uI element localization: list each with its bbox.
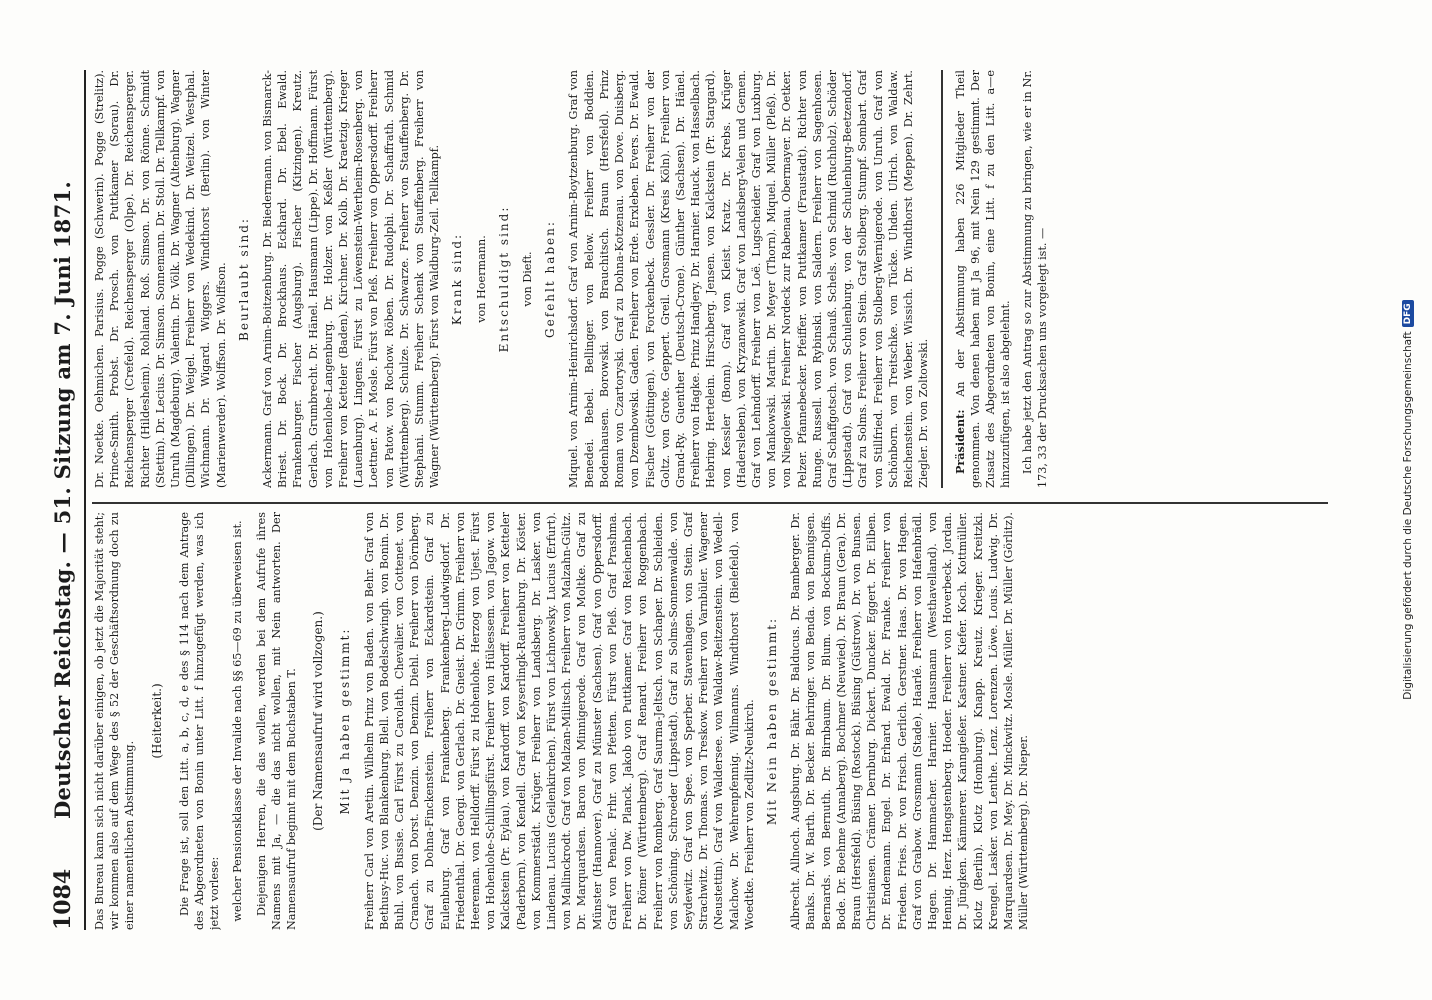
- laughter-note: (Heiterkeit.): [149, 683, 164, 759]
- header-rule: [84, 70, 86, 930]
- page-number: 1084: [50, 868, 76, 930]
- no-heading: Mit Nein haben gestimmt:: [764, 616, 779, 826]
- quoted-clause: welcher Pensionsklasse der Invalide nach §§ 65—69 zu überweisen ist.: [231, 520, 245, 922]
- instruction-paragraph: Diejenigen Herren, die das wollen, werden bei dem Aufrufe ihres Namens mit Ja, — die das nicht wollen, mit Nein antworten. Der Namensaufruf beginnt mit dem Buchstaben T.: [254, 512, 299, 930]
- column-divider: [92, 503, 1328, 505]
- president-paragraph: [953, 70, 1014, 488]
- page-header: [46, 70, 80, 930]
- intro-paragraph: Das Bureau kann sich nicht darüber einigen, ob jetzt die Majorität steht; wir kommen also auf dem Wege des § 52 der Geschäftsordnung doch zu einer namentlichen Abstimmung.: [93, 512, 137, 930]
- president-label: Präsident:: [952, 409, 967, 474]
- page-title: Deutscher Reichstag. — 51. Sitzung am 7. Juni 1871.: [50, 180, 75, 820]
- right-column: [92, 70, 1332, 488]
- absent-heading: Gefehlt haben:: [543, 220, 558, 338]
- names-continued: Dr. Noetke. Oehmichen. Parisius. Pogge (Schwerin). Pogge (Strelitz). Prince-Smith. Probst. Dr. Prosch. von Puttkamer (Sorau). Dr. Reichensperger (Crefeld). Reichensperger (Olpe). Dr. Reichensperger. Richter (Hildesheim). Rohland. Roß. Simson. Dr. von Rönne. Schmidt (Stettin). Dr. Lecius. Dr. Simson. Sonnemann. Dr. Stoll. Dr. Tellkampf. von Unruh (Magdeburg). Valentin. Dr. Völk. Dr. Wagner (Altenburg). Wagner (Dillingen). Dr. Weigel. Freiherr von Wedekind. Dr. Weitzel. Westphal. Wichmann. Dr. Wigard. Wiggers. Windthorst (Berlin). von Winter (Marienwerder). Wolffson. Dr. Wolffson.: [93, 70, 228, 488]
- yes-heading: Mit Ja haben gestimmt:: [338, 627, 353, 815]
- leave-names: Ackermann. Graf von Arnim-Boitzenburg. Dr. Biedermann. von Bismarck-Briest. Dr. Bock. Dr. Brockhaus. Eckhard. Dr. Ebel. Ewald. Frankenburger. Fischer (Augsburg). Fischer (Kitzingen). Kreutz. Gerlach. Grumbrecht. Dr. Hänel. Hausmann (Lippe). Dr. Hoffmann. Fürst von Hohenlohe-Langenburg. Dr. Holzer. von Keßler (Württemberg). Freiherr von Ketteler (Baden). Kirchner. Dr. Kolb. Dr. Kraetzig. Krieger (Lauenburg). Lingens. Fürst zu Löwenstein-Wertheim-Rosenberg. von Loettner. A. F. Mosle. Fürst von Pleß. Freiherr von Oppersdorff. Freiherr von Patow. von Rochow. Röben. Dr. Rudolphi. Dr. Schaffrath. Schmid (Württemberg). Schulze. Dr. Schwarze. Freiherr von Stauffenberg. Dr. Stephani. Stumm. Freiherr Schenk von Stauffenberg. Freiherr von Wagner (Württemberg). Fürst von Waldburg-Zeil. Tellkampf.: [261, 70, 442, 488]
- digitization-text: Digitalisierung gefördert durch die Deutsche Forschungsgemeinschaft: [1402, 331, 1414, 700]
- sick-heading: Krank sind:: [450, 232, 465, 326]
- left-column: [92, 512, 1332, 930]
- dfg-logo-icon: DFG: [1402, 300, 1414, 327]
- excused-names: von Dieft.: [521, 251, 535, 307]
- digitization-note: [1398, 30, 1418, 970]
- question-paragraph: Die Frage ist, soll den Litt. a, b, c, d, e des § 114 nach dem Antrage des Abgeordneten von Bonin unter Litt. f hinzugefügt werden, was ich jetzt vorlese:: [177, 512, 222, 930]
- president-paragraph-2: Ich habe jetzt den Antrag so zur Abstimmung zu bringen, wie er in Nr. 173, 33 der Drucksachen uns vorgelegt ist. —: [1020, 70, 1049, 488]
- yes-names: Freiherr Carl von Aretin. Wilhelm Prinz von Baden. von Behr. Graf von Bethusy-Huc. von Blankenburg. Blell. von Bodelschwingh. von Bonin. Dr. Buhl. von Bussie. Carl Fürst zu Carolath. Chevalier. von Cottenet. von Cranach. von Dorst. Denzin. von Denzin. Diehl. Freiherr von Dörnberg. Graf zu Dohna-Finckenstein. Freiherr von Eckardstein. Graf zu Eulenburg. Graf von Frankenberg. Frankenberg-Ludwigsdorf. Dr. Friedenthal. Dr. Georgi. von Gerlach. Dr. Gneist. Dr. Grimm. Freiherr von Heereman. von Helldorff. Fürst zu Hohenlohe. Herzog von Ujest. Fürst von Hohenlohe-Schillingsfürst. Freiherr von Hülsessem. von Jagow. von Kalckstein (Pr. Eylau). von Kardorff. von Kardorff. Freiherr von Ketteler (Paderborn). von Kendell. Graf von Keyserlingk-Rautenburg. Dr. Köster. von Kommerstädt. Krüger. Freiherr von Landsberg. Dr. Lasker. von Lindenau. Lucius (Geilenkirchen). Fürst von Lichnowsky. Lucius (Erfurt). von Mallinckrodt. Graf von Malzan-Militsch. Freiherr von Malzahn-Gültz. Dr. Marquardsen. Baron von Minnigerode. Graf von Moltke. Graf zu Münster (Hannover). Graf zu Münster (Sachsen). Graf von Oppersdorff. Graf von Penalc. Frhr. von Pfetten. Fürst von Pleß. Graf Prashma. Freiherr von Dw. Planck. Jakob von Puttkamer. Graf von Reichenbach. Dr. Römer (Württemberg). Graf Renard. Freiherr von Roggenbach. Freiherr von Romberg. Graf Saurma-Jeltsch. von Schaper. Dr. Schleiden. von Schöning. Schroeder (Lippstadt). Graf zu Solms-Sonnenwalde. von Seydewitz. Graf von Spee. von Sperber. Stavenhagen. von Stein. Graf Strachwitz. Dr. Thomas. von Treskow. Freiherr von Varnbüler. Wagener (Neustettin). Graf von Waldersee. von Waldaw-Reitzenstein. von Wedell-Malchow. Dr. Wehrenpfennig. Wilmanns. Windthorst (Bielefeld). von Woedtke. Freiherr von Zedlitz-Neukirch.: [362, 512, 756, 930]
- president-text: An der Abstimmung haben 226 Mitglieder Theil genommen. Von denen haben mit Ja 96, mit Nein 129 gestimmt. Der Zusatz des Abgeordneten von Bonin, eine Litt. f zu den Litt. a—e hinzuzufügen, ist also abgelehnt.: [953, 70, 1013, 488]
- no-names: Albrecht. Allnoch. Augsburg. Dr. Bähr. Dr. Balducus. Dr. Bamberger. Dr. Banks. Dr. W. Barth. Dr. Becker. Behringer. von Benda. von Bennigsen. Bernards. von Bernuth. Dr. Birnbaum. Dr. Blum. von Bockum-Dolffs. Bode. Dr. Boehme (Annaberg). Bochmer (Neuwied). Dr. Braun (Gera). Dr. Braun (Hersfeld). Büsing (Rostock). Büsing (Güstrow). Dr. von Bunsen. Christiansen. Crämer. Dernburg. Dickert. Duncker. Eggert. Dr. Eilben. Dr. Endemann. Engel. Dr. Erhard. Ewald. Dr. Franke. Freiherr von Frieden. Fries. Dr. von Frisch. Gerlich. Gerstner. Haas. Dr. von Hagen. Graf von Grabow. Grosmann (Stade). Haarlé. Freiherr von Hafenbrädl. Hagen. Dr. Hammacher. Harnier. Hausmann (Westhavelland). von Hennig. Herz. Hengstenberg. Hoeder. Freiherr von Hoverbeck. Jordan. Dr. Jüngken. Kämmerer. Kanngießer. Kastner. Kiefer. Koch. Kottmüller. Klotz (Berlin). Klotz (Homburg). Knapp. Kreutz. Krieger. Kreitzki. Krengel. Lasker. von Lenthe. Lenz. Lorenzen. Löwe. Louis. Ludwig. Dr. Marquardsen. Dr. Mey. Dr. Minckwitz. Mosle. Müller. Dr. Müller (Görlitz). Müller (Württemberg). Dr. Nieper.: [789, 512, 1031, 930]
- digitization-text-row: [1398, 30, 1418, 970]
- leave-heading: Beurlaubt sind:: [236, 217, 251, 341]
- rollcall-note: (Der Namensaufruf wird vollzogen.): [311, 611, 326, 831]
- absent-names: Miquel. von Arnim-Heinrichsdorf. Graf von Arnim-Boytzenburg. Graf von Benedei. Bebel. Bellinger. von Below. Freiherr von Boddien. Bodenhausen. Borowski. von Brauchitsch. Braun (Hersfeld). Prinz Roman von Czartoryski. Graf zu Dohna-Kotzenau. von Dove. Duisberg. von Dzembowski. Gaden. Freiherr von Erde. Erxleben. Evers. Dr. Ewald. Fischer (Göttingen). von Forckenbeck. Gessler. Dr. Freiherr von der Goltz. von Grote. Geppert. Greil. Grosmann (Kreis Köln). Freiherr von Grand-Ry. Guenther (Deutsch-Crone). Günther (Sachsen). Dr. Hänel. Freiherr von Hagke. Prinz Handjery. Dr. Harnier. Hauck. von Hasselbach. Hebring. Hertelein. Hirschberg. Jensen. von Kalckstein (Pr. Stargard). von Kessler (Bonn). Graf von Kleist. Kratz. Dr. Krebs. Krüger (Hadersleben). von Kryzanowski. Graf von Landsberg-Velen und Gemen. Graf von Lehndorff. Freiherr von Loë. Lugscheider. Graf von Luxburg. von Mankowski. Martin. Dr. Meyer (Thorn). Miquel. Müller (Pleß). Dr. von Niegolewski. Freiherr Nordeck zur Rabenau. Obermayer. Dr. Oetker. Pelzer. Pfannebecker. Pfeiffer. von Puttkamer (Fraustadt). Richter von Runge. Russell. von Rybinski. von Saldern. Freiherr von Sagenhosen. Graf Schaffgotsch. von Schauß. Schels. von Schmid (Ruchholz). Schöder (Lippstadt). Graf von Schulenburg. von der Schulenburg-Beetzendorf. Graf zu Solms. Freiherr von Stein. Graf Stolberg. Stumpf. Sombart. Graf von Stillfried. Freiherr von Stolberg-Wernigerode. von Unruh. Graf von Schönborn. von Treitschke. von Tücke. Uhden. Ulrich. von Waldaw. Reichenstein. von Weber. Wissich. Dr. Windthorst (Meppen). Dr. Zehrt. Ziegler. Dr. von Zoltowski.: [567, 70, 931, 488]
- excused-heading: Entschuldigt sind:: [496, 205, 511, 353]
- section-rule: [941, 70, 943, 488]
- sick-names: von Hoermann.: [474, 235, 488, 323]
